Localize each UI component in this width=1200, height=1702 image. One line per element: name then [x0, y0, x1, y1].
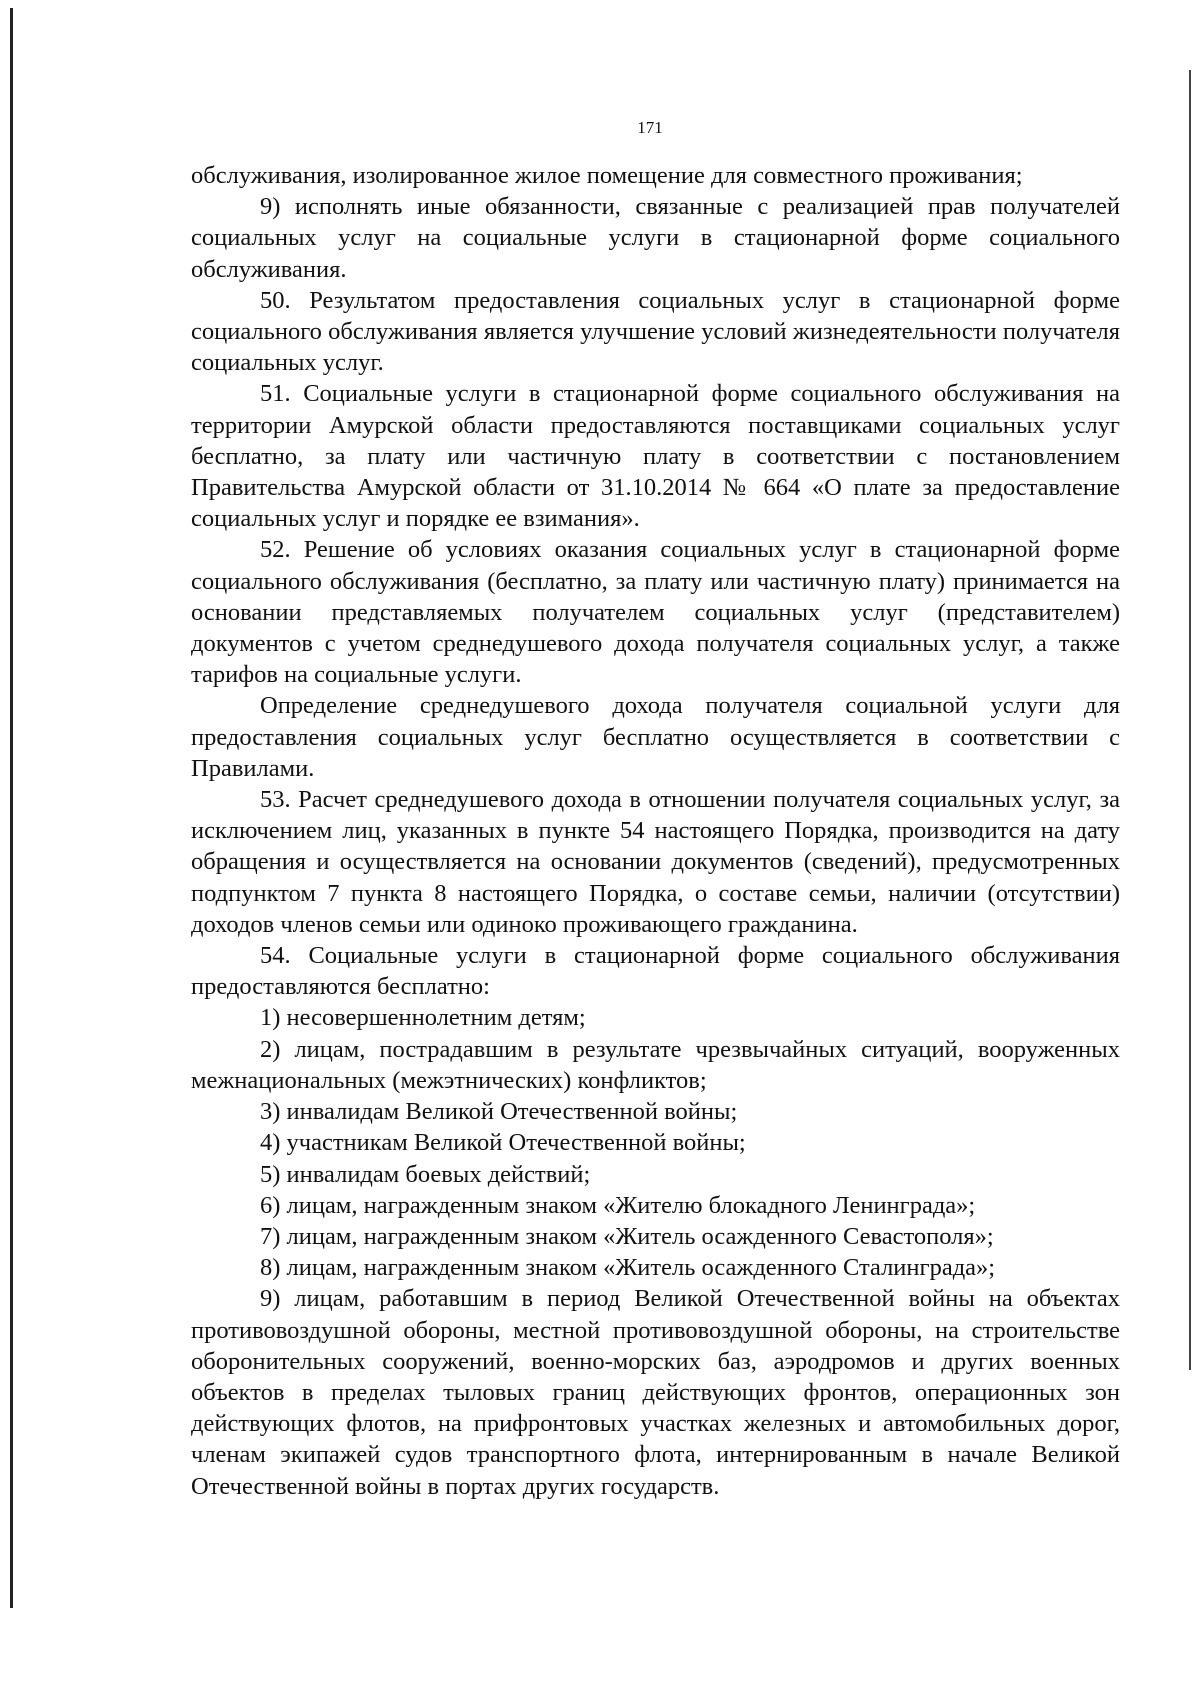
page-number: 171	[637, 118, 663, 137]
document-body	[191, 160, 1120, 1502]
paragraph-continuation: обслуживания, изолированное жилое помещение для совместного проживания;	[191, 162, 1023, 189]
paragraph-51: 51. Социальные услуги в стационарной форме социального обслуживания на территории Амурской области предоставляются поставщиками социальных услуг бесплатно, за плату или частичную плату в соответствии с постановлением Правительства Амурской области от 31.10.2014 № 664 «О плате за предоставление социальных услуг и порядке ее взимания».	[191, 380, 1120, 533]
list-item-5: 5) инвалидам боевых действий;	[260, 1160, 591, 1188]
paragraph-52: 52. Решение об условиях оказания социальных услуг в стационарной форме социального обслуживания (бесплатно, за плату или частичную плату) принимается на основании представляемых получателем социальных услуг (представителем) документов с учетом среднедушевого дохода получателя социальных услуг, а также тарифов на социальные услуги.	[191, 536, 1120, 689]
list-item-6: 6) лицам, награжденным знаком «Жителю блокадного Ленинграда»;	[260, 1191, 976, 1219]
list-item-2: 2) лицам, пострадавшим в результате чрезвычайных ситуаций, вооруженных межнациональных (межэтнических) конфликтов;	[191, 1035, 1120, 1094]
list-item-3: 3) инвалидам Великой Отечественной войны;	[260, 1098, 738, 1126]
paragraph-income-definition: Определение среднедушевого дохода получателя социальной услуги для предоставления социальных услуг бесплатно осуществляется в соответствии с Правилами.	[191, 692, 1120, 782]
paragraph-53: 53. Расчет среднедушевого дохода в отношении получателя социальных услуг, за исключением лиц, указанных в пункте 54 настоящего Порядка, производится на дату обращения и осуществляется на основании документов (сведений), предусмотренных подпунктом 7 пункта 8 настоящего Порядка, о составе семьи, наличии (отсутствии) доходов членов семьи или одиноко проживающего гражданина.	[191, 786, 1120, 938]
list-item-4: 4) участникам Великой Отечественной войны;	[260, 1129, 746, 1157]
list-item-8: 8) лицам, награжденным знаком «Житель осажденного Сталинграда»;	[260, 1254, 996, 1282]
paragraph-item-9: 9) исполнять иные обязанности, связанные с реализацией прав получателей социальных услуг на социальные услуги в стационарной форме социального обслуживания.	[191, 193, 1120, 283]
paragraph-50: 50. Результатом предоставления социальных услуг в стационарной форме социального обслуживания является улучшение условий жизнедеятельности получателя социальных услуг.	[191, 286, 1120, 377]
list-item-9: 9) лицам, работавшим в период Великой Отечественной войны на объектах противовоздушной обороны, местной противовоздушной обороны, на строительстве оборонительных сооружений, военно-морских баз, аэродромов и других военных объектов в пределах тыловых границ действующих фронтов, операционных зон действующих флотов, на прифронтовых участках железных и автомобильных дорог, членам экипажей судов транспортного флота, интернированным в начале Великой Отечественной войны в портах других государств.	[191, 1285, 1120, 1500]
scan-edge-right	[1189, 70, 1191, 1370]
scan-edge-left	[10, 8, 13, 1608]
paragraph-54: 54. Социальные услуги в стационарной форме социального обслуживания предоставляются бесплатно:	[191, 942, 1120, 1001]
list-item-7: 7) лицам, награжденным знаком «Житель осажденного Севастополя»;	[260, 1222, 994, 1250]
list-item-1: 1) несовершеннолетним детям;	[260, 1004, 586, 1032]
